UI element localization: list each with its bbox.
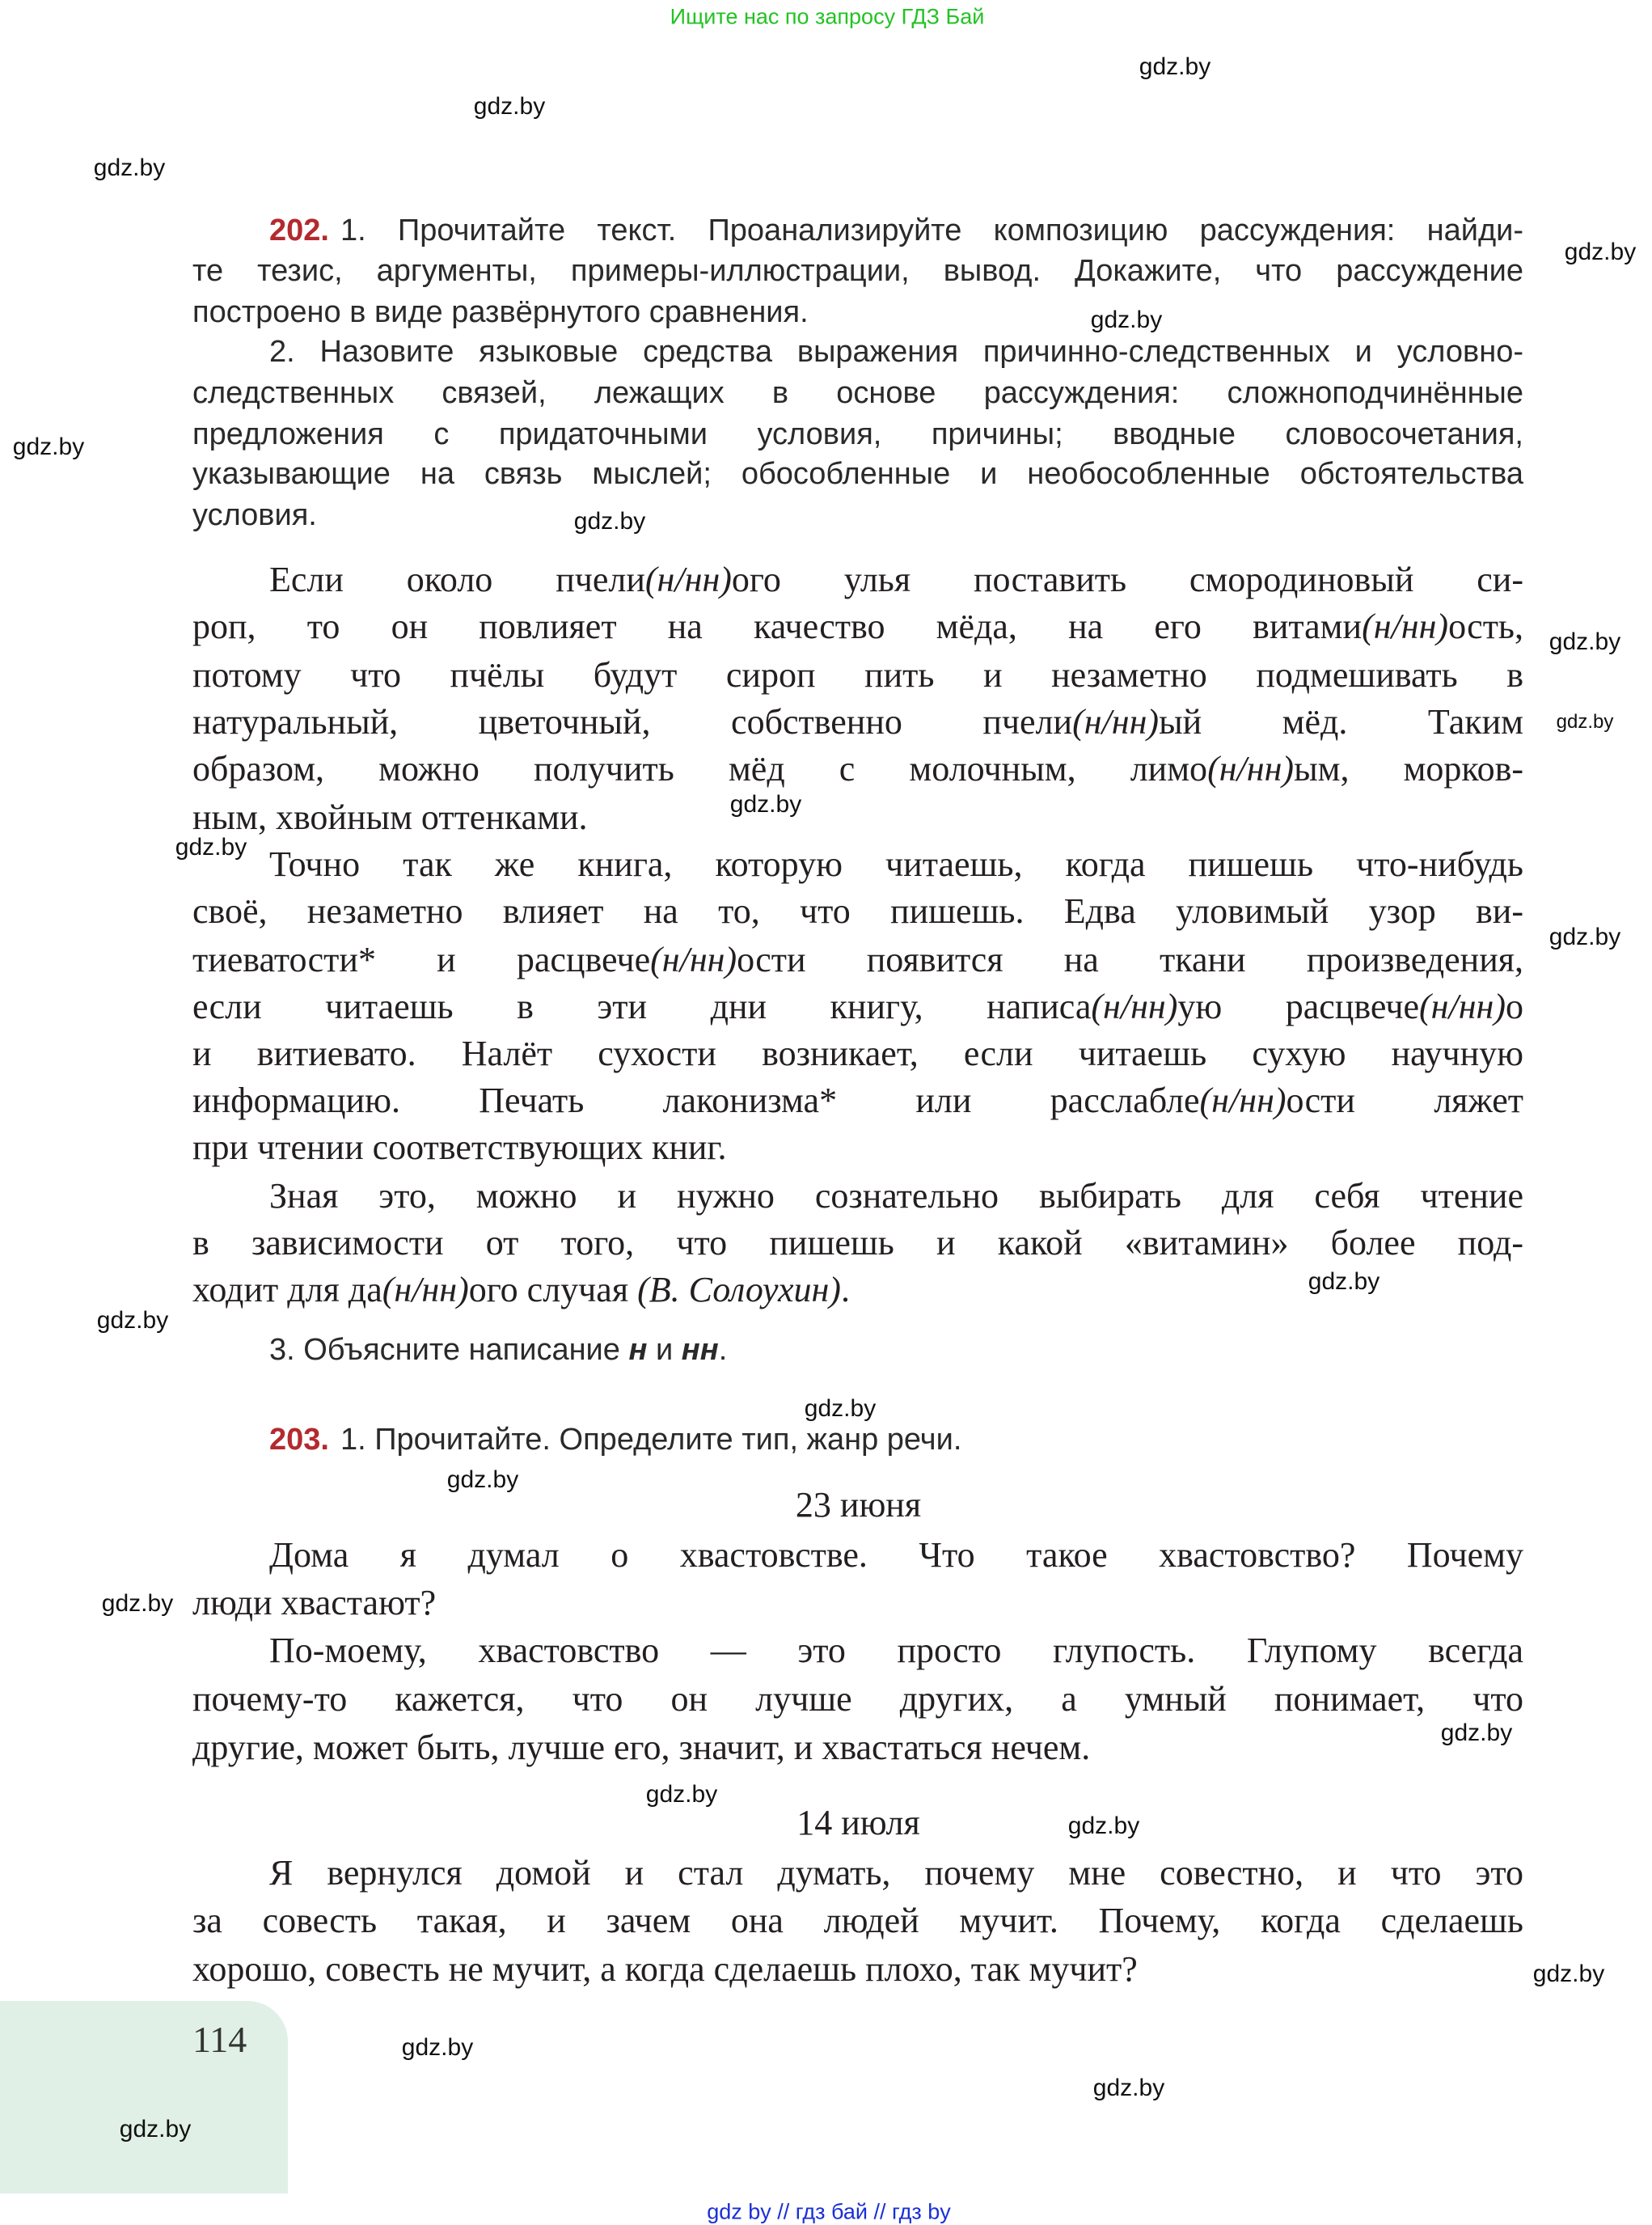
task-line: 202. 1. Прочитайте текст. Проанализируйте композицию рассуждения: найди- [269, 214, 1523, 247]
watermark: gdz.by [1548, 924, 1621, 950]
watermark: gdz.by [1067, 1813, 1140, 1839]
spelling-choice: (н/нн) [644, 560, 732, 599]
watermark: gdz.by [12, 434, 85, 460]
task-line: условия. [192, 498, 317, 532]
text-line: По-моему, хвастовство — это просто глупость. Глупому всегда [269, 1631, 1523, 1670]
watermark: gdz.by [119, 2116, 192, 2143]
text-line: Зная это, можно и нужно сознательно выбирать для себя чтение [269, 1176, 1523, 1216]
watermark: gdz.by [473, 93, 546, 120]
text-line: информацию. Печать лаконизма* или расслабле(н/нн)ости ляжет [192, 1081, 1523, 1120]
text-line: ным, хвойным оттенками. [192, 797, 588, 837]
spelling-choice: (В. Солоухин) [637, 1270, 841, 1309]
spelling-choice: (н/нн) [1072, 702, 1160, 742]
watermark: gdz.by [645, 1781, 718, 1808]
task-line: следственных связей, лежащих в основе рассуждения: сложноподчинённые [192, 376, 1523, 410]
text-line: если читаешь в эти дни книгу, написа(н/нн)ую расцвече(н/нн)о [192, 987, 1523, 1026]
watermark: gdz.by [446, 1466, 519, 1493]
watermark: gdz.by [1139, 53, 1211, 80]
task-line: построено в виде развёрнутого сравнения. [192, 295, 809, 329]
exercise-number: 202. [269, 214, 329, 247]
watermark: gdz.by [93, 154, 166, 181]
task-line: 2. Назовите языковые средства выражения причинно-следственных и условно- [269, 335, 1523, 369]
text-line: Точно так же книга, которую читаешь, когда пишешь что-нибудь [269, 844, 1523, 884]
text-line: тиеватости* и расцвече(н/нн)ости появится на ткани произведения, [192, 940, 1524, 979]
text-line: роп, то он повлияет на качество мёда, на его витами(н/нн)ость, [192, 607, 1523, 646]
spelling-choice: (н/нн) [382, 1270, 469, 1309]
page-number: 114 [192, 2019, 247, 2060]
spelling-choice: (н/нн) [1207, 749, 1295, 789]
diary-date: 23 июня [795, 1485, 922, 1525]
diary-date: 14 июля [796, 1803, 920, 1842]
watermark: gdz.by [101, 1590, 174, 1617]
watermark: gdz.by [1308, 1268, 1380, 1295]
text-line: натуральный, цветочный, собственно пчели(н/нн)ый мёд. Таким [192, 702, 1524, 742]
exercise-number: 203. [269, 1423, 329, 1457]
search-banner: Ищите нас по запросу ГДЗ Бай [670, 4, 985, 29]
text-line: и витиевато. Налёт сухости возникает, если читаешь сухую научную [192, 1034, 1523, 1073]
spelling-choice: (н/нн) [650, 940, 737, 979]
text-line: при чтении соответствующих книг. [192, 1127, 727, 1167]
task-line: те тезис, аргументы, примеры-иллюстрации, вывод. Докажите, что рассуждение [192, 254, 1523, 288]
text-line: в зависимости от того, что пишешь и какой «витамин» более под- [192, 1223, 1523, 1263]
text-line: почему-то кажется, что он лучше других, а умный понимает, что [192, 1679, 1523, 1719]
watermark: gdz.by [1090, 307, 1163, 333]
task-line: указывающие на связь мыслей; обособленные и необособленные обстоятельства [192, 457, 1523, 491]
spelling-choice: (н/нн) [1199, 1081, 1287, 1120]
watermark: gdz.by [804, 1395, 877, 1422]
text-line: люди хвастают? [192, 1583, 437, 1622]
watermark: gdz.by [1532, 1961, 1605, 1987]
watermark: gdz.by [1548, 628, 1621, 655]
text-line: ходит для да(н/нн)ого случая (В. Солоухин). [192, 1270, 850, 1309]
text-line: образом, можно получить мёд с молочным, лимо(н/нн)ым, морков- [192, 749, 1524, 789]
watermark: gdz.by [1092, 2075, 1165, 2101]
watermark: gdz.by [729, 791, 802, 818]
task-line: 203. 1. Прочитайте. Определите тип, жанр речи. [269, 1423, 962, 1457]
text-line: хорошо, совесть не мучит, а когда сделаешь плохо, так мучит? [192, 1949, 1138, 1989]
text-line: Я вернулся домой и стал думать, почему мне совестно, и что это [269, 1853, 1523, 1893]
text-line: своё, незаметно влияет на то, что пишешь. Едва уловимый узор ви- [192, 891, 1523, 931]
spelling-choice: (н/нн) [1418, 987, 1506, 1026]
task-3: 3. Объясните написание н и нн. [269, 1333, 728, 1367]
spelling-choice: (н/нн) [1362, 607, 1449, 646]
watermark: gdz.by [175, 834, 247, 861]
watermark: gdz.by [573, 508, 646, 535]
text-line: за совесть такая, и зачем она людей мучит. Почему, когда сделаешь [192, 1901, 1523, 1940]
footer-links: gdz by // гдз бай // гдз by [707, 2199, 951, 2224]
watermark: gdz.by [1556, 711, 1614, 733]
watermark: gdz.by [1564, 239, 1637, 265]
watermark: gdz.by [96, 1307, 169, 1334]
spelling-choice: (н/нн) [1091, 987, 1178, 1026]
text-line: Если около пчели(н/нн)ого улья поставить смородиновый си- [269, 560, 1524, 599]
text-line: другие, может быть, лучше его, значит, и хвастаться нечем. [192, 1728, 1091, 1767]
watermark: gdz.by [401, 2034, 474, 2061]
text-line: потому что пчёлы будут сироп пить и незаметно подмешивать в [192, 655, 1523, 695]
watermark: gdz.by [1440, 1720, 1513, 1746]
text-line: Дома я думал о хвастовстве. Что такое хвастовство? Почему [269, 1535, 1523, 1575]
task-line: предложения с придаточными условия, причины; вводные словосочетания, [192, 417, 1523, 451]
